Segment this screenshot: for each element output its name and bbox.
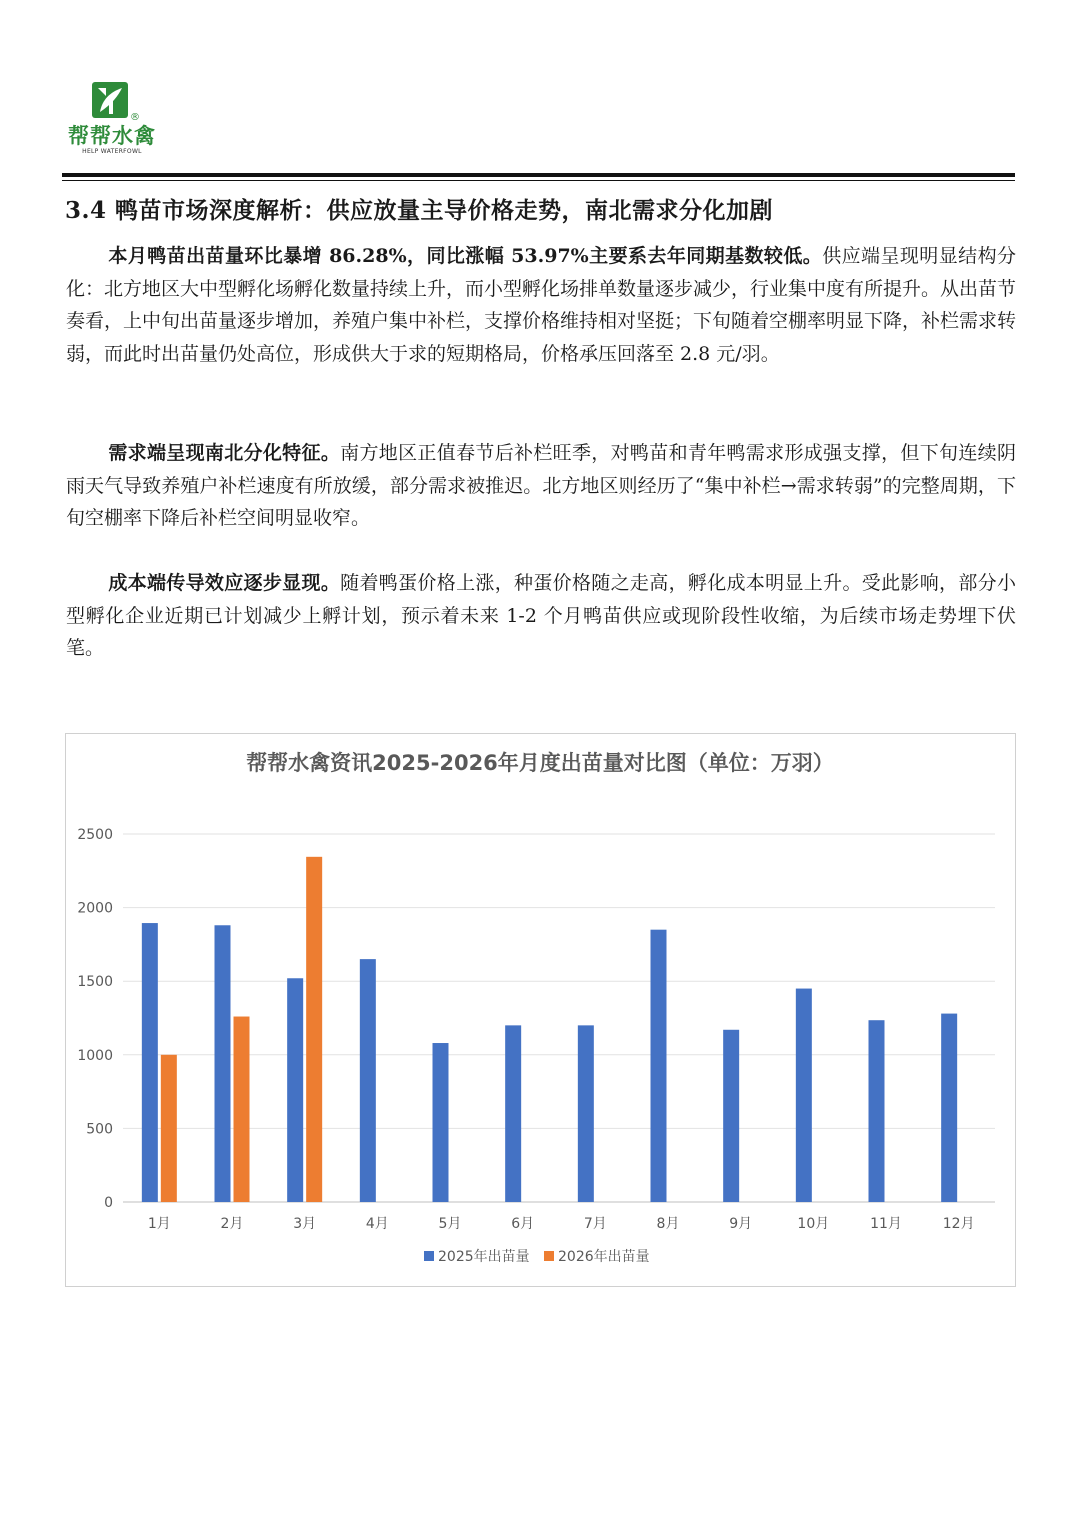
brand-subtitle: HELP WATERFOWL [82,148,142,155]
y-tick-label: 0 [104,1195,113,1211]
y-tick-label: 2000 [77,900,113,917]
bar-2025-month-3 [287,978,303,1202]
legend-swatch [544,1251,554,1261]
paragraph-cost [66,567,1016,665]
header-divider-thick [62,173,1015,177]
x-tick-label: 8月 [656,1216,680,1232]
legend-label: 2026年出苗量 [558,1249,650,1265]
bar-2025-month-11 [869,1020,885,1202]
y-tick-label: 1500 [77,974,113,991]
monthly-output-bar-chart [66,734,1015,1286]
bar-2025-month-12 [941,1014,957,1202]
x-tick-label: 1月 [147,1216,171,1232]
paragraph-demand [66,437,1016,535]
paragraph-body: 随着鸭蛋价格上涨，种蛋价格随之走高，孵化成本明显上升。受此影响，部分小型孵化企业近期已计划减少上孵计划，预示着未来 1-2 个月鸭苗供应或现阶段性收缩，为后续市场走势埋下伏笔。 [66,572,1016,659]
paragraph-lead: 成本端传导效应逐步显现。 [108,572,341,594]
x-tick-label: 12月 [942,1216,975,1232]
bar-2025-month-6 [505,1025,521,1202]
bar-2025-month-1 [142,923,158,1202]
paragraph-body: 供应端呈现明显结构分化：北方地区大中型孵化场孵化数量持续上升，而小型孵化场排单数量逐步减少，行业集中度有所提升。从出苗节奏看，上中旬出苗量逐步增加，养殖户集中补栏，支撑价格维持相对坚挺；下旬随着空棚率明显下降，补栏需求转弱，而此时出苗量仍处高位，形成供大于求的短期格局，价格承压回落至 2.8 元/羽。 [66,245,1017,365]
paragraph-supply [66,240,1016,370]
x-tick-label: 4月 [365,1216,389,1232]
x-tick-label: 6月 [511,1216,535,1232]
x-tick-label: 2月 [220,1216,244,1232]
x-tick-label: 9月 [729,1216,753,1232]
bar-2025-month-7 [578,1025,594,1202]
brand-name: 帮帮水禽 [68,124,156,148]
bar-2025-month-8 [651,930,667,1202]
bar-2026-month-3 [306,857,322,1202]
section-heading: 3.4 鸭苗市场深度解析：供应放量主导价格走势，南北需求分化加剧 [65,197,774,224]
bar-2026-month-1 [161,1055,177,1202]
bar-2025-month-10 [796,989,812,1202]
bar-2025-month-4 [360,959,376,1202]
chart-title: 帮帮水禽资讯2025-2026年月度出苗量对比图（单位：万羽） [246,751,834,775]
legend-label: 2025年出苗量 [438,1249,530,1265]
leaf-logo-icon [92,82,128,118]
bar-2025-month-2 [215,925,231,1202]
header-divider-thin [62,180,1015,181]
y-tick-label: 2500 [77,827,113,843]
x-tick-label: 5月 [438,1216,462,1232]
bar-2025-month-5 [433,1043,449,1202]
legend-swatch [424,1251,434,1261]
brand-logo [62,82,162,162]
y-tick-label: 1000 [77,1047,113,1064]
x-tick-label: 10月 [797,1216,830,1232]
registered-mark: ® [130,112,140,123]
x-tick-label: 11月 [870,1216,902,1232]
bar-2026-month-2 [234,1017,250,1202]
paragraph-lead: 需求端呈现南北分化特征。 [108,442,341,464]
paragraph-body: 南方地区正值春节后补栏旺季，对鸭苗和青年鸭需求形成强支撑，但下旬连续阴雨天气导致养殖户补栏速度有所放缓，部分需求被推迟。北方地区则经历了“集中补栏→需求转弱”的完整周期，下旬空棚率下降后补栏空间明显收窄。 [66,442,1016,529]
x-tick-label: 7月 [583,1216,607,1232]
paragraph-lead: 本月鸭苗出苗量环比暴增 86.28%，同比涨幅 53.97%主要系去年同期基数较低。 [108,245,823,267]
bar-2025-month-9 [723,1030,739,1202]
x-tick-label: 3月 [293,1216,317,1232]
y-tick-label: 500 [86,1121,113,1138]
chart-container [65,733,1016,1287]
